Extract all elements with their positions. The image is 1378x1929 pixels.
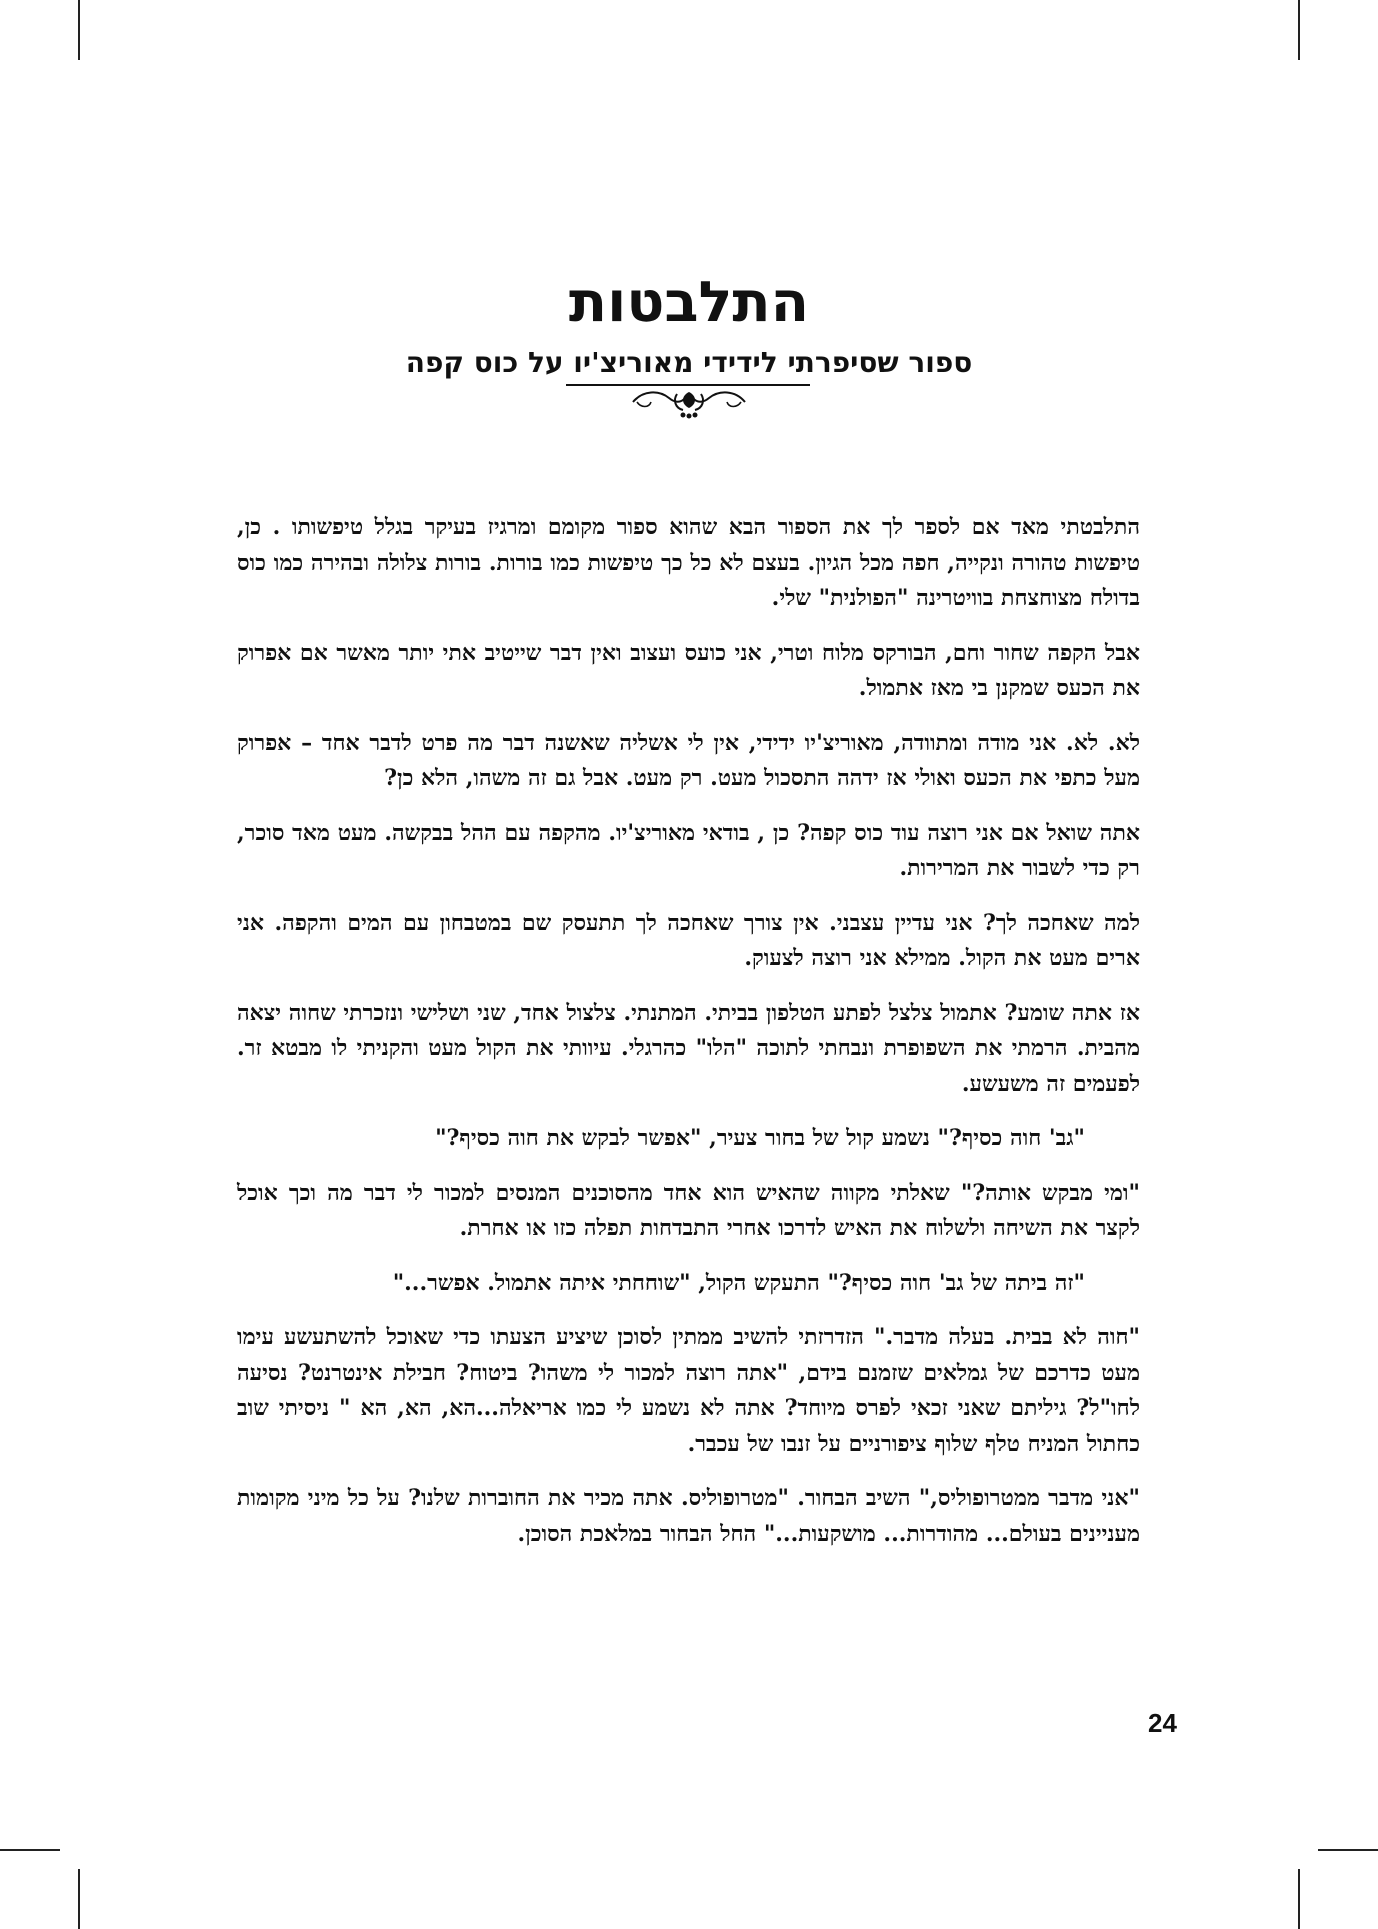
crop-mark-top-right [1298,0,1300,60]
paragraph: התלבטתי מאד אם לספר לך את הספור הבא שהוא ספור מקומם ומרגיז בעיקר בגלל טיפשותו . כן, טיפשות טהורה ונקייה, חפה מכל הגיון. בעצם לא כל כך טיפשות כמו בורות. בורות צלולה ובהירה כמו כוס בדולח מצוחצחת בוויטרינה "הפולנית" שלי. [237,514,1140,611]
flourish-ornament-icon [629,386,749,420]
crop-mark-top-left [78,0,80,60]
page-subtitle: ספור שסיפרתי לידידי מאוריצ'יו על כוס קפה [405,346,973,379]
paragraph: לא. לא. אני מודה ומתוודה, מאוריצ'יו ידידי, אין לי אשליה שאשנה דבר מה פרט לדבר אחד – אפרוק מעל כתפי את הכעס ואולי אז ידהה התסכול מעט. רק מעט. אבל גם זה משהו, הלא כן? [237,729,1140,791]
paragraph: למה שאחכה לך? אני עדיין עצבני. אין צורך שאחכה לך תתעסק שם במטבחון עם המים והקפה. אני ארים מעט את הקול. ממילא אני רוצה לצעוק. [237,909,1140,971]
paragraph: "חוה לא בבית. בעלה מדבר." הזדרזתי להשיב ממתין לסוכן שיציע הצעתו כדי שאוכל להשתעשע עימו מעט כדרכם של גמלאים שזמנם בידם, "אתה רוצה למכור לי משהו? ביטוח? חבילת אינטרנט? נסיעה לחו"ל? גיליתם שאני זכאי לפרס מיוחד? אתה לא נשמע לי כמו אריאלה...הא, הא, הא " ניסיתי שוב כחתול המניח טלף שלוף ציפורניים על זנבו של עכבר. [237,1324,1140,1457]
page-title: התלבטות [568,270,810,335]
paragraph: "גב' חוה כסיף?" נשמע קול של בחור צעיר, "אפשר לבקש את חוה כסיף?" [435,1125,1085,1151]
paragraph: אבל הקפה שחור וחם, הבורקס מלוח וטרי, אני כועס ועצוב ואין דבר שייטיב אתי יותר מאשר אם אפרוק את הכעס שמקנן בי מאז אתמול. [237,639,1140,701]
paragraph: "אני מדבר ממטרופוליס," השיב הבחור. "מטרופוליס. אתה מכיר את החוברות שלנו? על כל מיני מקומות מעניינים בעולם... מהודרות... מושקעות..." החל הבחור במלאכת הסוכן. [237,1485,1140,1547]
crop-mark-left-bottom-h [0,1849,60,1851]
paragraph: "זה ביתה של גב' חוה כסיף?" התעקש הקול, "שוחחתי איתה אתמול. אפשר..." [392,1269,1085,1296]
crop-mark-bottom-left [78,1869,80,1929]
crop-mark-right-bottom-h [1318,1849,1378,1851]
body-text [237,510,1140,1571]
paragraph: אתה שואל אם אני רוצה עוד כוס קפה? כן , בודאי מאוריצ'יו. מהקפה עם ההל בבקשה. מעט מאד סוכר, רק כדי לשבור את המרירות. [237,819,1140,881]
paragraph: אז אתה שומע? אתמול צלצל לפתע הטלפון בביתי. המתנתי. צלצול אחד, שני ושלישי ונזכרתי שחוה יצאה מהבית. הרמתי את השפופרת ונבחתי לתוכה "הלו" כהרגלי. עיוותי את הקול מעט והקניתי לו מבטא זר. לפעמים זה משעשע. [237,999,1140,1097]
crop-mark-bottom-right [1298,1869,1300,1929]
page-number: 24 [1148,1708,1177,1738]
paragraph: "ומי מבקש אותה?" שאלתי מקווה שהאיש הוא אחד מהסוכנים המנסים למכור לי דבר מה וכך אוכל לקצר את השיחה ולשלוח את האיש לדרכו אחרי התבדחות תפלה כזו או אחרת. [237,1179,1140,1241]
